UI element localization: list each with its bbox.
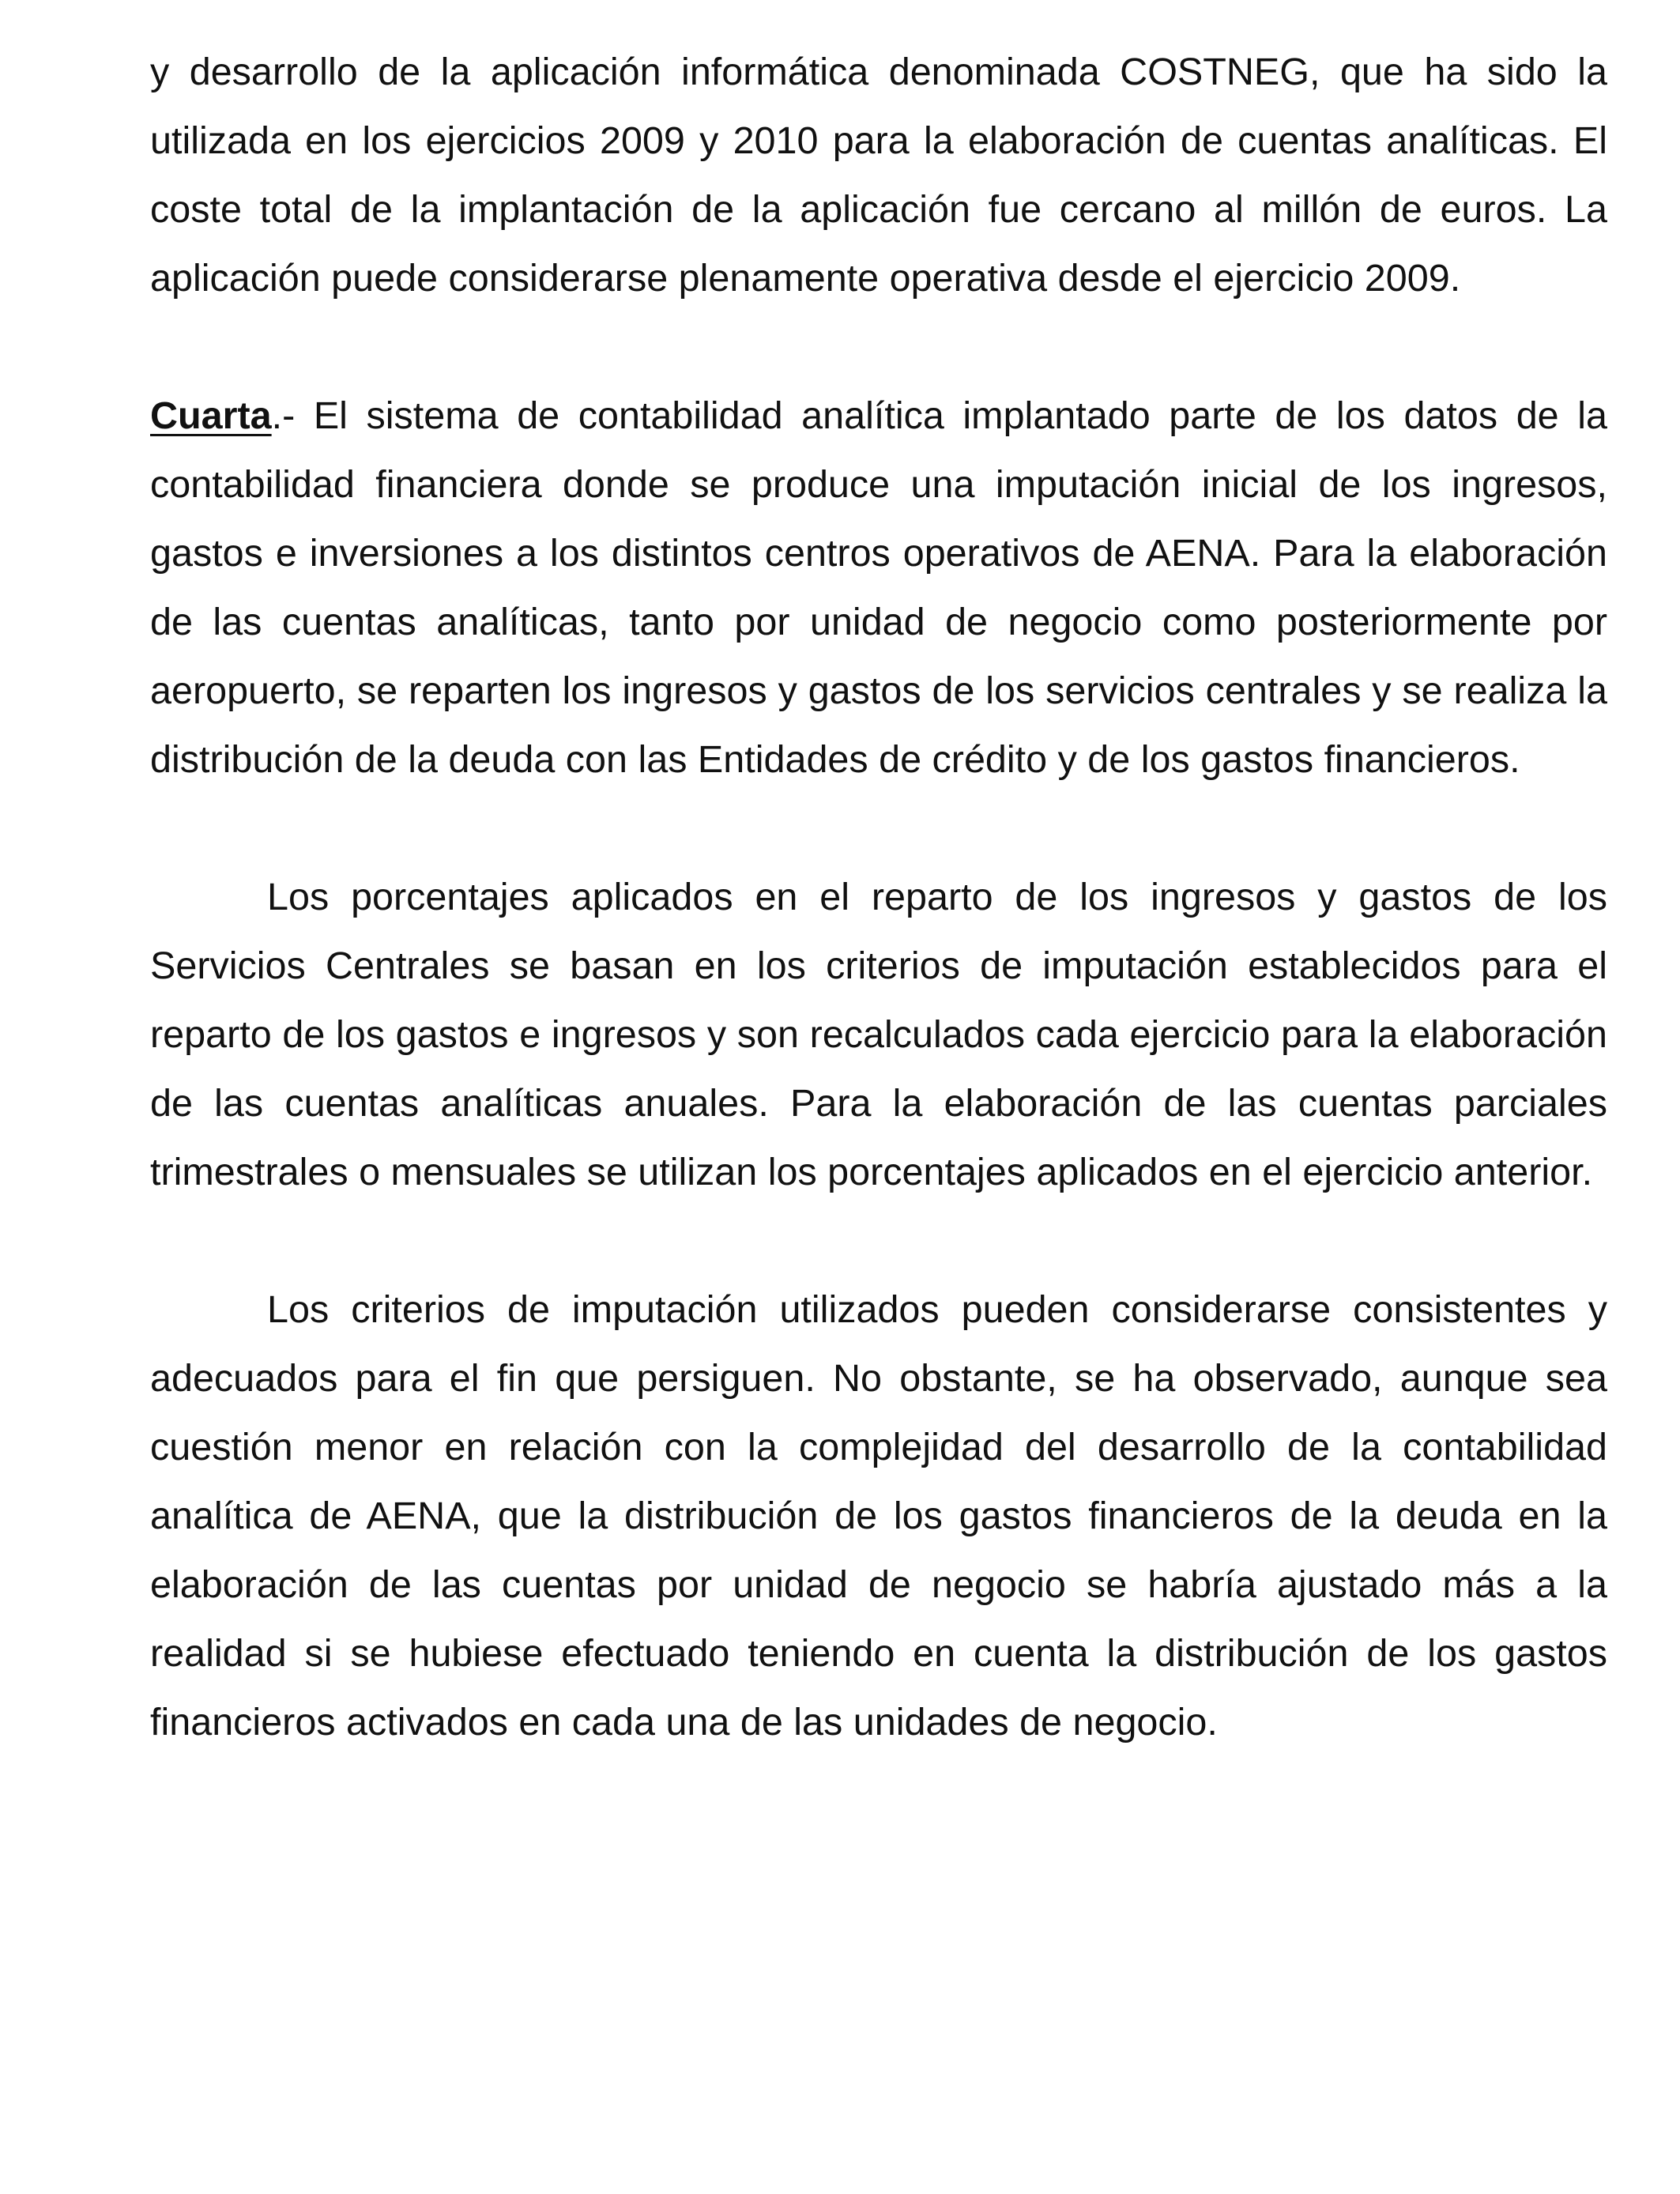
- document-page: [150, 38, 1607, 1757]
- paragraph-cuarta: [150, 382, 1607, 794]
- section-heading-cuarta: Cuarta: [150, 394, 272, 437]
- paragraph-costneg: y desarrollo de la aplicación informática denominada COSTNEG, que ha sido la utilizada en los ejercicios 2009 y 2010 para la elaboración de cuentas analíticas. El coste total de la implantación de la aplicación fue cercano al millón de euros. La aplicación puede considerarse plenamente operativa desde el ejercicio 2009.: [150, 51, 1607, 300]
- paragraph-cuarta-text: .- El sistema de contabilidad analítica implantado parte de los datos de la contabilidad financiera donde se produce una imputación inicial de los ingresos, gastos e inversiones a los distintos centros operativos de AENA. Para la elaboración de las cuentas analíticas, tanto por unidad de negocio como posteriormente por aeropuerto, se reparten los ingresos y gastos de los servicios centrales y se realiza la distribución de la deuda con las Entidades de crédito y de los gastos financieros.: [150, 394, 1607, 781]
- paragraph-porcentajes: Los porcentajes aplicados en el reparto de los ingresos y gastos de los Servicios Centrales se basan en los criterios de imputación establecidos para el reparto de los gastos e ingresos y son recalculados cada ejercicio para la elaboración de las cuentas analíticas anuales. Para la elaboración de las cuentas parciales trimestrales o mensuales se utilizan los porcentajes aplicados en el ejercicio anterior.: [150, 876, 1607, 1193]
- paragraph-criterios: Los criterios de imputación utilizados pueden considerarse consistentes y adecuados para el fin que persiguen. No obstante, se ha observado, aunque sea cuestión menor en relación con la complejidad del desarrollo de la contabilidad analítica de AENA, que la distribución de los gastos financieros de la deuda en la elaboración de las cuentas por unidad de negocio se habría ajustado más a la realidad si se hubiese efectuado teniendo en cuenta la distribución de los gastos financieros activados en cada una de las unidades de negocio.: [150, 1288, 1607, 1744]
